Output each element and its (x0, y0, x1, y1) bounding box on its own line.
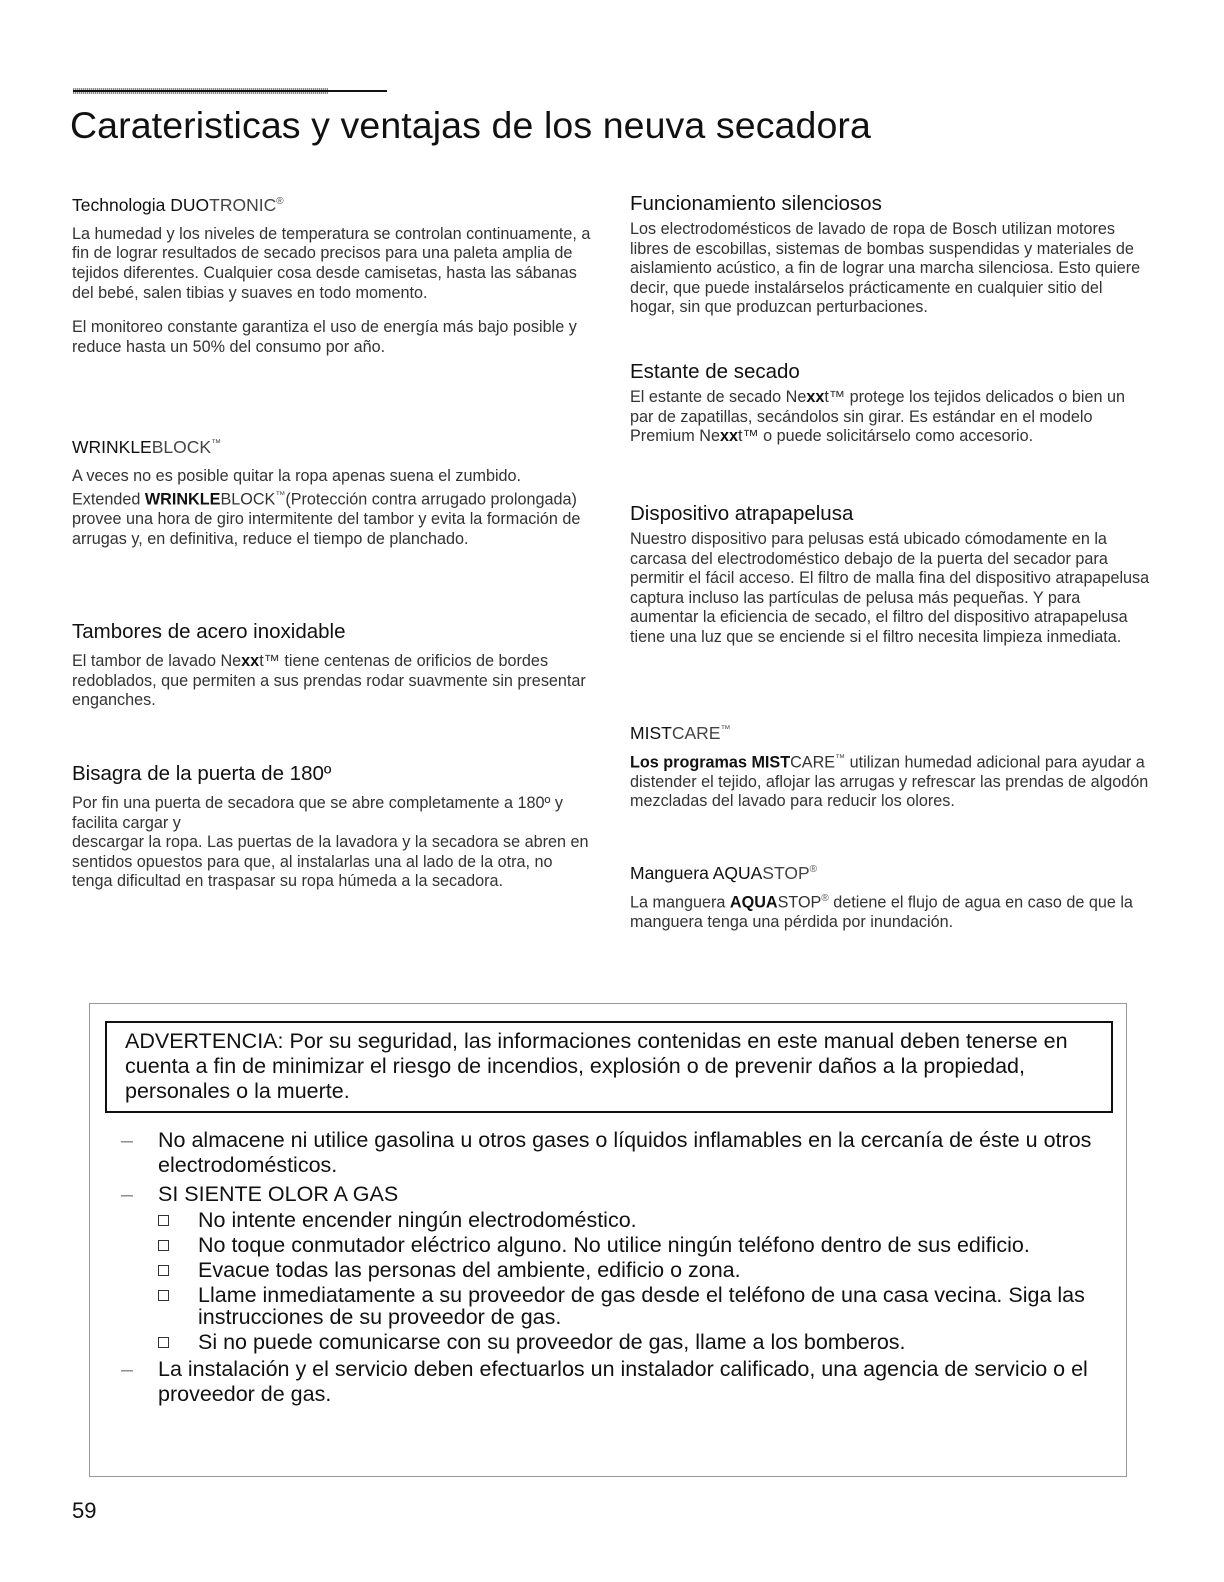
bisagra-text: Por fin una puerta de secadora que se abre completamente a 180º y facilita cargar y descargar la ropa. Las puertas de la lavadora y la secadora se abren en sentidos opuestos para que, al instalarlas una al lado de la otra, no tenga dificultad en traspasar su ropa húmeda a la secadora. (72, 794, 589, 891)
mistcare-heading: MISTCARE™ (630, 722, 731, 743)
section-wrinkleblock (72, 432, 592, 550)
sub-item: Llame inmediatamente a su proveedor de gas desde el teléfono de una casa vecina. Siga las instrucciones de su proveedor de gas. (158, 1284, 1105, 1328)
checkbox-bullet-icon (158, 1337, 169, 1348)
tambores-heading: Tambores de acero inoxidable (72, 620, 346, 643)
safety-item-gasoline: – No almacene ni utilice gasolina u otros gases o líquidos inflamables en la cercanía de éste u otros electrodomésticos. (121, 1128, 1092, 1177)
duotronic-text-1: La humedad y los niveles de temperatura se controlan continuamente, a fin de lograr resultados de secado precisos para una paleta amplia de tejidos diferentes. Cualquier cosa desde camisetas, hasta las sábanas del bebé, salen tibias y suaves en todo momento. (72, 224, 591, 302)
page-number: 59 (72, 1498, 97, 1523)
estante-text: El estante de secado Nexxt™ protege los tejidos delicados o bien un par de zapatillas, secándolos sin girar. Es estándar en el modelo Premium Nexxt™ o puede solicitárselo como accesorio. (630, 388, 1125, 446)
sub-item: No intente encender ningún electrodoméstico. (158, 1209, 1105, 1231)
gas-smell-sublist (158, 1209, 1105, 1353)
dash-bullet: – (121, 1128, 133, 1152)
safety-item-installation: – La instalación y el servicio deben efectuarlos un instalador calificado, una agencia de servicio o el proveedor de gas. (121, 1357, 1088, 1406)
wrinkleblock-text: A veces no es posible quitar la ropa apenas suena el zumbido. Extended WRINKLEBLOCK™(Protección contra arrugado prolongada) provee una hora de giro intermitente del tambor y evita la formación de arrugas y, en definitiva, reduce el tiempo de planchado. (72, 466, 581, 548)
checkbox-bullet-icon (158, 1265, 169, 1276)
section-silencio (630, 192, 1150, 318)
page-title: Carateristicas y ventajas de los neuva secadora (70, 104, 871, 146)
mistcare-text: Los programas MISTCARE™ utilizan humedad adicional para ayudar a distender el tejido, aflojar las arrugas y refrescar las prendas de algodón mezcladas del lavado para reducir los olores. (630, 752, 1149, 811)
warning-box: ADVERTENCIA: Por su seguridad, las informaciones contenidas en este manual deben tenerse en cuenta a fin de minimizar el riesgo de incendios, explosión o de prevenir daños a la propiedad, personales o la muerte. (105, 1021, 1113, 1113)
section-bisagra (72, 762, 592, 892)
section-estante (630, 360, 1150, 447)
section-tambores (72, 620, 592, 711)
duotronic-text-2: El monitoreo constante garantiza el uso de energía más bajo posible y reduce hasta un 50% del consumo por año. (72, 318, 577, 356)
wrinkleblock-heading: WRINKLEBLOCK™ (72, 436, 222, 457)
checkbox-bullet-icon (158, 1290, 169, 1301)
aquastop-text: La manguera AQUASTOP® detiene el flujo de agua en caso de que la manguera tenga una pérdida por inundación. (630, 892, 1133, 931)
checkbox-bullet-icon (158, 1215, 169, 1226)
safety-item-gas-smell: – SI SIENTE OLOR A GAS No intente encender ningún electrodoméstico. No toque conmutador eléctrico alguno. No utilice ningún teléfono dentro de sus edificio. Evacue todas las personas del ambiente, edificio o zona. Llame inmediatamente a su proveedor de gas desde el teléfono de una casa vecina. Siga las instrucciones de su proveedor de gas. Si no puede comunicarse con su proveedor de gas, llame a los bomberos. (115, 1182, 1105, 1353)
tambores-text: El tambor de lavado Nexxt™ tiene centenas de orificios de bordes redoblados, que permiten a sus prendas rodar suavmente sin presentar enganches. (72, 652, 586, 710)
dash-bullet: – (121, 1182, 133, 1206)
sub-item: Si no puede comunicarse con su proveedor de gas, llame a los bomberos. (158, 1331, 1105, 1353)
duotronic-heading: Technologia DUOTRONIC® (72, 194, 284, 215)
section-atrapapelusa (630, 502, 1150, 648)
silencio-text: Los electrodomésticos de lavado de ropa de Bosch utilizan motores libres de escobillas, sistemas de bombas suspendidas y materiales de aislamiento acústico, a fin de lograr una marcha silenciosa. Esto quiere decir, que puede instalárselos prácticamente en cualquier sitio del hogar, sin que produzcan perturbaciones. (630, 220, 1141, 317)
checkbox-bullet-icon (158, 1240, 169, 1251)
aquastop-heading: Manguera AQUASTOP® (630, 862, 818, 883)
atrapapelusa-text: Nuestro dispositivo para pelusas está ubicado cómodamente en la carcasa del electrodoméstico debajo de la puerta del secador para permitir el fácil acceso. El filtro de malla fina del dispositivo atrapapelusa captura incluso las partículas de pelusa más pequeñas. Y para aumentar la eficiencia de secado, el filtro del dispositivo atrapapelusa tiene una luz que se enciende si el filtro necesita limpieza inmediata. (630, 530, 1150, 646)
section-mistcare (630, 718, 1150, 812)
bisagra-heading: Bisagra de la puerta de 180º (72, 762, 332, 785)
sub-item: No toque conmutador eléctrico alguno. No utilice ningún teléfono dentro de sus edificio. (158, 1234, 1105, 1256)
safety-list (115, 1128, 1105, 1411)
section-aquastop (630, 858, 1150, 932)
dash-bullet: – (121, 1357, 133, 1381)
estante-heading: Estante de secado (630, 360, 800, 383)
section-duotronic (72, 190, 592, 357)
silencio-heading: Funcionamiento silenciosos (630, 192, 882, 215)
sub-item: Evacue todas las personas del ambiente, edificio o zona. (158, 1259, 1105, 1281)
header-rule (73, 90, 387, 92)
atrapapelusa-heading: Dispositivo atrapapelusa (630, 502, 854, 525)
